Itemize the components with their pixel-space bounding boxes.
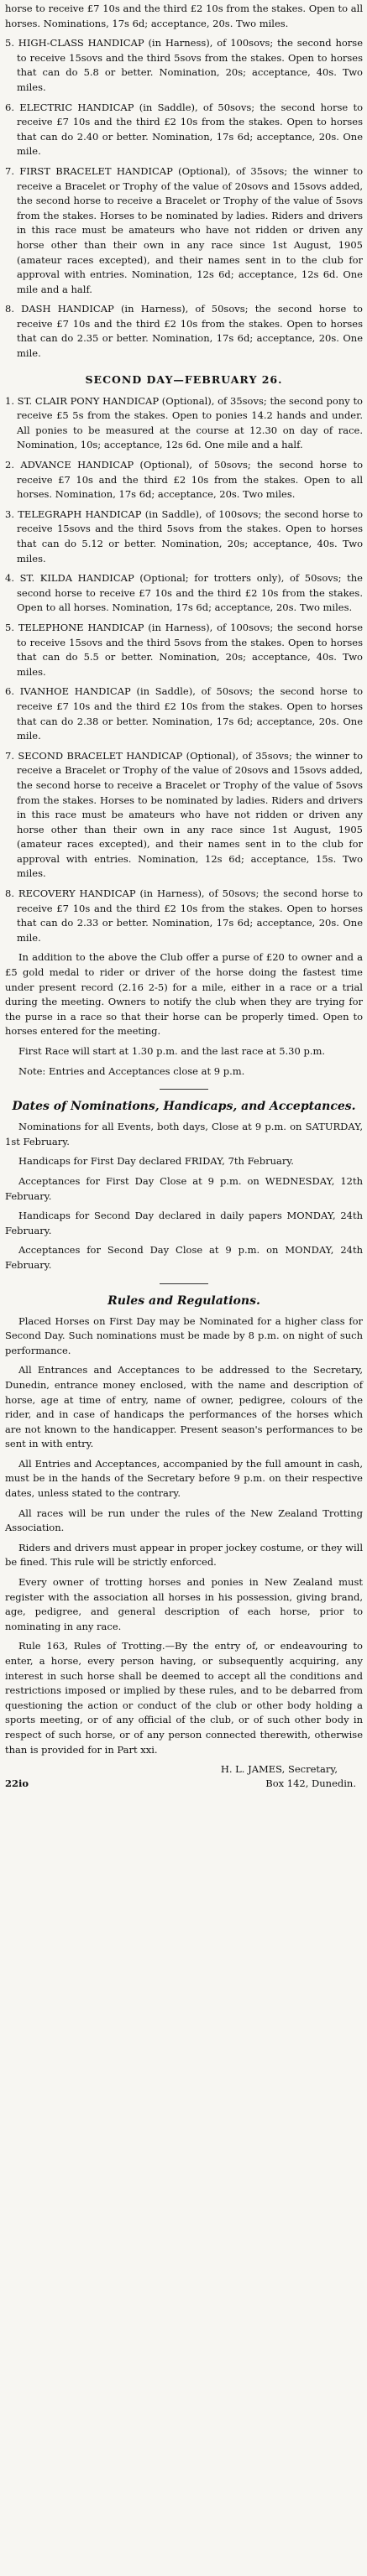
signature-row: [5, 1777, 363, 1791]
rule-paragraph: Every owner of trotting horses and ponies in New Zealand must register with the association all horses in his possession, giving brand, age, pedigree, and general description of each horse, prior to nominating in any race.: [5, 1576, 363, 1632]
divider: [160, 1089, 208, 1090]
rule-paragraph: All Entries and Acceptances, accompanied by the full amount in cash, must be in the hands of the Secretary before 9 p.m. on their respective dates, unless stated to the contrary.: [5, 1457, 363, 1500]
race-entry: 8. RECOVERY HANDICAP (in Harness), of 50sovs; the second horse to receive £7 10s and the third £2 10s from the stakes. Open to horses that can do 2.33 or better. Nomination, 17s 6d; acceptance, 20s. One mile.: [5, 887, 363, 944]
date-paragraph: Handicaps for First Day declared FRIDAY, 7th February.: [18, 1155, 294, 1168]
first-day-races: [5, 2, 363, 362]
rules-section: [5, 1314, 363, 1758]
second-day-heading: SECOND DAY—FEBRUARY 26.: [85, 372, 283, 386]
advertisement-column: [5, 2, 363, 1791]
advert-reference: 22io: [5, 1777, 29, 1790]
race-entry: 3. TELEGRAPH HANDICAP (in Saddle), of 100sovs; the second horse to receive 15sovs and the third 5sovs from the stakes. Open to horses that can do 5.12 or better. Nomination, 20s; acceptance, 40s. Two miles.: [5, 507, 363, 565]
secretary-address: Box 142, Dunedin.: [265, 1777, 356, 1790]
race-entry: 5. HIGH-CLASS HANDICAP (in Harness), of 100sovs; the second horse to receive 15sovs and the third 5sovs from the stakes. Open to horses that can do 5.8 or better. Nomination, 20s; acceptance, 40s. Two miles.: [5, 37, 363, 93]
rules-heading: Rules and Regulations.: [107, 1293, 260, 1308]
rule-paragraph: Riders and drivers must appear in proper jockey costume, or they will be fined. This rule will be strictly enforced.: [5, 1541, 363, 1569]
race-entry: 1. ST. CLAIR PONY HANDICAP (Optional), of 35sovs; the second pony to receive £5 5s from the stakes. Open to ponies 14.2 hands and under. All ponies to be measured at the course at 12.30 on day of race. Nomination, 10s; acceptance, 12s 6d. One mile and a half.: [5, 394, 363, 451]
race-entry: 2. ADVANCE HANDICAP (Optional), of 50sovs; the second horse to receive £7 10s and the third £2 10s from the stakes. Open to all horses. Nomination, 17s 6d; acceptance, 20s. Two miles.: [5, 459, 363, 501]
rule-paragraph: All races will be run under the rules of the New Zealand Trotting Association.: [5, 1507, 363, 1534]
date-paragraph: Acceptances for First Day Close at 9 p.m. on WEDNESDAY, 12th February.: [5, 1174, 363, 1202]
date-paragraph: Nominations for all Events, both days, Close at 9 p.m. on SATURDAY, 1st February.: [5, 1121, 363, 1147]
dates-section: [5, 1120, 363, 1272]
race-entry: 4. ST. KILDA HANDICAP (Optional; for trotters only), of 50sovs; the second horse to receive £7 10s and the third £2 10s from the stakes. Open to all horses. Nomination, 17s 6d; acceptance, 20s. Two miles.: [5, 572, 363, 614]
rule-paragraph: All Entrances and Acceptances to be addressed to the Secretary, Dunedin, entrance money enclosed, with the name and description of horse, age at time of entry, name of owner, pedigree, colours of the rider, and in case of handicaps the performances of the horses which are not known to the handicapper. Present season's performances to be sent in with entry.: [5, 1364, 363, 1450]
note-paragraph: First Race will start at 1.30 p.m. and the last race at 5.30 p.m.: [18, 1045, 326, 1057]
rule-paragraph: Rule 163, Rules of Trotting.—By the entry of, or endeavouring to enter, a horse, every person having, or subsequently acquiring, any interest in such horse shall be deemed to accept all the conditions and restrictions imposed or implied by these rules, and to be debarred from questioning the action or conduct of the club or other body holding a sports meeting, or of any official of the club, or of such other body in respect of such horse, or of any person connected therewith, otherwise than is provided for in Part xxi.: [5, 1640, 363, 1756]
second-day-races: [5, 394, 363, 946]
general-notes: [5, 950, 363, 1079]
rule-paragraph: Placed Horses on First Day may be Nominated for a higher class for Second Day. Such nominations must be made by 8 p.m. on night of such performance.: [5, 1314, 363, 1356]
race-entry: horse to receive £7 10s and the third £2 10s from the stakes. Open to all horses. Nominations, 17s 6d; acceptance, 20s. Two miles.: [5, 3, 363, 29]
race-entry: 6. ELECTRIC HANDICAP (in Saddle), of 50sovs; the second horse to receive £7 10s and the third £2 10s from the stakes. Open to horses that can do 2.40 or better. Nomination, 17s 6d; acceptance, 20s. One mile.: [5, 101, 363, 158]
race-entry: 6. IVANHOE HANDICAP (in Saddle), of 50sovs; the second horse to receive £7 10s and the third £2 10s from the stakes. Open to horses that can do 2.38 or better. Nomination, 17s 6d; acceptance, 20s. One mile.: [5, 685, 363, 742]
divider: [160, 1283, 208, 1284]
race-entry: 5. TELEPHONE HANDICAP (in Harness), of 100sovs; the second horse to receive 15sovs and the third 5sovs from the stakes. Open to horses that can do 5.5 or better. Nomination, 20s; acceptance, 40s. Two miles.: [5, 621, 363, 678]
secretary-name: H. L. JAMES, Secretary,: [220, 1763, 338, 1776]
dates-heading: Dates of Nominations, Handicaps, and Acceptances.: [12, 1100, 356, 1114]
race-entry: 7. FIRST BRACELET HANDICAP (Optional), of 35sovs; the winner to receive a Bracelet or Trophy of the value of 20sovs and 15sovs added, the second horse to receive a Bracelet or Trophy of the value of 5sovs from the stakes. Horses to be nominated by ladies. Riders and drivers in this race must be amateurs who have not ridden or driven any horse other than their own in any race since 1st August, 1905 (amateur races excepted), and their names sent in to the club for approval with entries. Nomination, 12s 6d; acceptance, 12s 6d. One mile and a half.: [5, 164, 363, 295]
note-paragraph: In addition to the above the Club offer a purse of £20 to owner and a £5 gold medal to rider or driver of the horse doing the fastest time under present record (2.16 2-5) for a mile, either in a race or a trial during the meeting. Owners to notify the club when they are trying for the purse in a race so that their horse can be properly timed. Open to horses entered for the meeting.: [5, 951, 363, 1038]
date-paragraph: Handicaps for Second Day declared in daily papers MONDAY, 24th February.: [5, 1210, 363, 1236]
note-paragraph: Note: Entries and Acceptances close at 9 p.m.: [18, 1064, 245, 1077]
date-paragraph: Acceptances for Second Day Close at 9 p.m. on MONDAY, 24th February.: [5, 1244, 363, 1271]
signature-block: [5, 1762, 363, 1791]
race-entry: 8. DASH HANDICAP (in Harness), of 50sovs; the second horse to receive £7 10s and the third £2 10s from the stakes. Open to horses that can do 2.35 or better. Nomination, 17s 6d; acceptance, 20s. One mile.: [5, 303, 363, 360]
race-entry: 7. SECOND BRACELET HANDICAP (Optional), of 35sovs; the winner to receive a Bracelet or Trophy of the value of 20sovs and 15sovs added, the second horse to receive a Bracelet or Trophy of the value of 5sovs from the stakes. Horses to be nominated by ladies. Riders and drivers in this race must be amateurs who have not ridden or driven any horse other than their own in any race since 1st August, 1905 (amateur races excepted), and their names sent in to the club for approval with entries. Nomination, 12s 6d; acceptance, 15s. Two miles.: [5, 749, 363, 880]
